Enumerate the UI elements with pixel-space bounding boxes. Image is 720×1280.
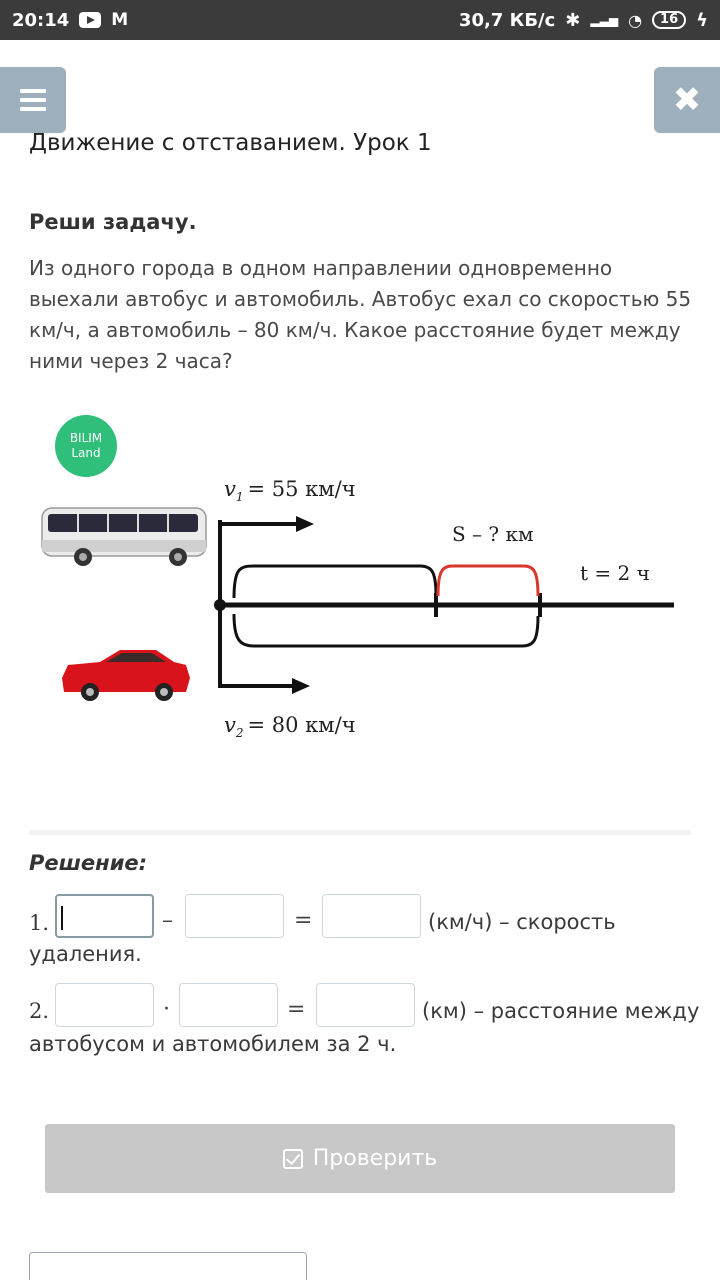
- problem-diagram: [28, 400, 698, 760]
- network-speed: 30,7 КБ/с: [458, 9, 556, 31]
- signal-icon: ▂▃▅: [590, 13, 619, 27]
- time-label: t = 2 ч: [580, 561, 650, 585]
- diagram-svg: [28, 400, 698, 760]
- bus-icon: [42, 508, 206, 566]
- v2-label: $v_2 = 80$ км/ч: [224, 713, 356, 740]
- hamburger-icon-line: [20, 107, 46, 111]
- task-heading: Реши задачу.: [29, 210, 197, 234]
- step-2-input-1[interactable]: [55, 983, 154, 1027]
- car-icon: [62, 650, 190, 701]
- menu-button[interactable]: [0, 67, 66, 133]
- charging-icon: ϟ: [696, 9, 708, 31]
- step-1-input-1[interactable]: [55, 894, 154, 938]
- section-divider: [29, 830, 691, 835]
- battery-icon: 16: [652, 11, 686, 29]
- check-button[interactable]: [45, 1124, 675, 1193]
- youtube-icon: [79, 12, 101, 28]
- bilimland-logo: [55, 415, 117, 477]
- step-1-tail: (км/ч) – скорость: [428, 910, 616, 934]
- close-icon: ✖: [672, 80, 702, 120]
- step-2-tail-line2: автобусом и автомобилем за 2 ч.: [29, 1032, 397, 1056]
- bluetooth-icon: ✱: [565, 9, 581, 31]
- close-button[interactable]: [654, 67, 720, 133]
- step-2-number: 2.: [29, 999, 50, 1023]
- status-bar: [0, 0, 720, 40]
- checkbox-icon: [283, 1149, 303, 1169]
- step-2-input-3[interactable]: [316, 983, 415, 1027]
- hamburger-icon-line: [20, 98, 46, 102]
- difference-bracket: [438, 566, 538, 596]
- solution-title: Решение:: [29, 851, 148, 875]
- step-2-tail: (км) – расстояние между: [422, 999, 700, 1023]
- minus-sign: –: [162, 908, 173, 933]
- v1-label: $v_1 = 55$ км/ч: [224, 477, 356, 504]
- step-1-tail-line2: удаления.: [29, 942, 142, 966]
- equals-sign: =: [287, 997, 306, 1022]
- step-1-input-2[interactable]: [185, 894, 284, 938]
- step-2-input-2[interactable]: [179, 983, 278, 1027]
- gmail-icon: M: [111, 10, 129, 30]
- step-1-number: 1.: [29, 911, 50, 935]
- car-distance-bracket: [234, 614, 538, 646]
- check-button-label: Проверить: [312, 1146, 438, 1171]
- bottom-button[interactable]: [29, 1252, 307, 1280]
- hamburger-icon: [20, 89, 46, 93]
- task-text: Из одного города в одном направлении одновременно выехали автобус и автомобиль. Автобус ехал со скоростью 55 км/ч, а автомобиль – 80 км/ч. Какое расстояние будет между ними через 2 часа?: [29, 256, 692, 373]
- logo-line2: Land: [71, 446, 101, 460]
- wifi-icon: ◔: [628, 10, 643, 30]
- step-1-input-3[interactable]: [322, 894, 421, 938]
- distance-label: S – ? км: [452, 522, 534, 546]
- equals-sign: =: [294, 908, 313, 933]
- logo-line1: BILIM: [69, 431, 103, 445]
- status-time: 20:14: [12, 9, 70, 31]
- bus-distance-bracket: [234, 566, 436, 598]
- lesson-title: Движение с отставанием. Урок 1: [29, 130, 432, 156]
- multiply-sign: ·: [163, 997, 170, 1022]
